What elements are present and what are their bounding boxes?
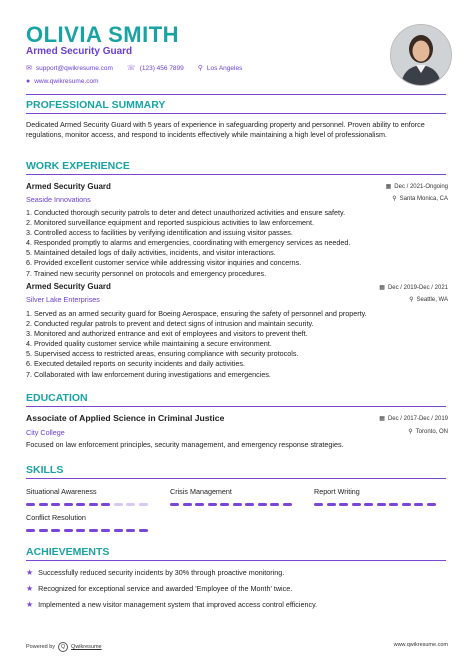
list-item: 6. Provided excellent customer service while addressing visitor inquiries and concerns. — [26, 258, 302, 268]
skill-level-dot — [26, 503, 35, 506]
skill-level-dot — [283, 503, 292, 506]
award-star-icon: ★ — [26, 584, 34, 593]
education-location: ⚲ Toronto, ON — [408, 428, 448, 435]
calendar-icon: ▦ — [385, 184, 392, 190]
achievement-item: ★ Successfully reduced security incidents by 30% through proactive monitoring. — [26, 568, 285, 577]
calendar-icon: ▦ — [379, 285, 385, 291]
skill-level-dot — [339, 503, 348, 506]
list-item: 1. Served as an armed security guard for Boeing Aerospace, ensuring the safety of personnel and property. — [26, 309, 367, 318]
list-item: 4. Provided quality customer service while maintaining a secure environment. — [26, 339, 272, 349]
skill-level-dot — [101, 503, 110, 506]
header-divider — [26, 94, 446, 95]
list-item: 6. Executed detailed reports on security incidents and daily activities. — [26, 359, 245, 369]
job-bullets-1 — [26, 208, 450, 279]
skill-level-dot — [139, 529, 148, 532]
skill-level-dot — [114, 529, 123, 532]
list-item: 7. Trained new security personnel on protocols and emergency procedures. — [26, 268, 267, 278]
location-pin-icon: ⚲ — [408, 429, 413, 435]
skill-level-dot — [126, 503, 135, 506]
skill-level-dot — [208, 503, 217, 506]
list-item: 1. Conducted thorough security patrols to deter and detect unauthorized activities and ensure safety. — [26, 208, 346, 217]
skill-level-dot — [377, 503, 386, 506]
location-pin-icon: ⚲ — [409, 297, 414, 303]
skill-level-dot — [51, 529, 60, 532]
qwikresume-link[interactable]: Qwikresume — [71, 644, 102, 650]
job-dates-1: ▦ Dec / 2021-Ongoing — [385, 183, 448, 190]
award-star-icon: ★ — [26, 568, 34, 577]
footer-powered-by: Powered by Q Qwikresume — [26, 644, 102, 650]
list-item: 2. Conducted regular patrols to prevent and detect signs of intrusion and maintain security. — [26, 319, 314, 329]
skill-level-dot — [89, 503, 98, 506]
skill-level-dot — [314, 503, 323, 506]
email-icon: ✉ — [26, 65, 32, 72]
list-item: 2. Monitored surveillance equipment and reported suspicious activities to law enforcement. — [26, 218, 315, 228]
skill-level-dot — [126, 529, 135, 532]
summary-text: Dedicated Armed Security Guard with 5 years of experience in safeguarding property and personnel. Proven ability to enforce regulations, monitor access, and respond to incidents effectively while maintaining a high level of professionalism. — [26, 120, 425, 139]
skill-level-crisis-management — [170, 503, 292, 506]
skill-level-dot — [76, 503, 85, 506]
achievements-heading: ACHIEVEMENTS — [26, 546, 110, 558]
skill-level-dot — [139, 503, 148, 506]
education-divider — [26, 406, 446, 407]
skill-level-conflict-resolution — [26, 529, 148, 532]
skill-level-dot — [39, 529, 48, 532]
list-item: 4. Responded promptly to alarms and emergencies, coordinating with emergency services as needed. — [26, 238, 351, 248]
skill-level-dot — [414, 503, 423, 506]
company-2: Silver Lake Enterprises — [26, 295, 100, 304]
summary-heading: PROFESSIONAL SUMMARY — [26, 99, 166, 111]
skill-level-dot — [64, 529, 73, 532]
skill-level-dot — [352, 503, 361, 506]
footer-site-link[interactable]: www.qwikresume.com — [393, 642, 448, 648]
summary-divider — [26, 113, 446, 114]
skill-level-dot — [389, 503, 398, 506]
candidate-title: Armed Security Guard — [26, 46, 133, 57]
skill-level-dot — [26, 529, 35, 532]
location-text: Los Angeles — [206, 64, 243, 72]
company-1: Seaside Innovations — [26, 195, 91, 204]
skill-level-dot — [101, 529, 110, 532]
list-item: 3. Controlled access to facilities by verifying identification and issuing visitor passes. — [26, 228, 293, 238]
school: City College — [26, 428, 65, 437]
skill-level-dot — [327, 503, 336, 506]
location-pin-icon: ⚲ — [197, 65, 203, 72]
skill-level-dot — [51, 503, 60, 506]
list-item: 5. Maintained detailed logs of daily activities, incidents, and visitor interactions. — [26, 248, 276, 258]
list-item: 5. Supervised access to restricted areas, ensuring compliance with security protocols. — [26, 349, 299, 359]
skill-level-dot — [170, 503, 179, 506]
education-heading: EDUCATION — [26, 392, 88, 404]
skill-level-report-writing — [314, 503, 436, 506]
job-title-1: Armed Security Guard — [26, 182, 111, 191]
skill-level-dot — [39, 503, 48, 506]
candidate-name: OLIVIA SMITH — [26, 22, 180, 47]
job-bullets-2 — [26, 309, 450, 380]
qwikresume-logo-icon: Q — [58, 642, 68, 652]
skill-level-dot — [427, 503, 436, 506]
job-dates-2: ▦ Dec / 2019-Dec / 2021 — [379, 284, 448, 291]
experience-divider — [26, 174, 446, 175]
job-location-1: ⚲ Santa Monica, CA — [392, 195, 448, 202]
skill-level-dot — [233, 503, 242, 506]
skill-level-dot — [270, 503, 279, 506]
skills-divider — [26, 478, 446, 479]
skill-report-writing: Report Writing — [314, 487, 360, 496]
job-title-2: Armed Security Guard — [26, 282, 111, 291]
email-link[interactable]: support@qwikresume.com — [35, 64, 113, 72]
skill-level-dot — [89, 529, 98, 532]
avatar-photo — [391, 25, 451, 85]
phone-text: (123) 456 7899 — [139, 64, 184, 72]
contact-row — [26, 64, 242, 72]
skill-level-dot — [258, 503, 267, 506]
skill-crisis-management: Crisis Management — [170, 487, 232, 496]
skills-heading: SKILLS — [26, 464, 64, 476]
skill-level-dot — [114, 503, 123, 506]
list-item: 3. Monitored and authorized entrance and exit of employees and visitors to prevent theft. — [26, 329, 308, 339]
skill-conflict-resolution: Conflict Resolution — [26, 513, 86, 522]
education-dates: ▦ Dec / 2017-Dec / 2019 — [379, 415, 448, 422]
achievement-item: ★ Implemented a new visitor management system that improved access control efficiency. — [26, 600, 318, 609]
skill-level-dot — [402, 503, 411, 506]
education-description: Focused on law enforcement principles, security management, and emergency response strategies. — [26, 440, 344, 449]
skill-level-dot — [183, 503, 192, 506]
achievements-divider — [26, 560, 446, 561]
calendar-icon: ▦ — [379, 416, 385, 422]
degree: Associate of Applied Science in Criminal Justice — [26, 413, 225, 423]
skill-level-situational-awareness — [26, 503, 148, 506]
website-link[interactable]: www.qwikresume.com — [34, 78, 99, 85]
list-item: 7. Collaborated with law enforcement during investigations and emergencies. — [26, 369, 271, 379]
skill-level-dot — [64, 503, 73, 506]
award-star-icon: ★ — [26, 600, 34, 609]
avatar — [390, 24, 452, 86]
skill-level-dot — [76, 529, 85, 532]
experience-heading: WORK EXPERIENCE — [26, 160, 130, 172]
skill-level-dot — [364, 503, 373, 506]
skill-situational-awareness: Situational Awareness — [26, 487, 97, 496]
phone-icon: ☏ — [126, 65, 136, 72]
globe-icon: ● — [26, 78, 31, 85]
achievement-item: ★ Recognized for exceptional service and awarded 'Employee of the Month' twice. — [26, 584, 293, 593]
skill-level-dot — [245, 503, 254, 506]
skill-level-dot — [195, 503, 204, 506]
job-location-2: ⚲ Seattle, WA — [409, 296, 448, 303]
website-row — [26, 78, 99, 85]
location-pin-icon: ⚲ — [392, 196, 397, 202]
skill-level-dot — [220, 503, 229, 506]
